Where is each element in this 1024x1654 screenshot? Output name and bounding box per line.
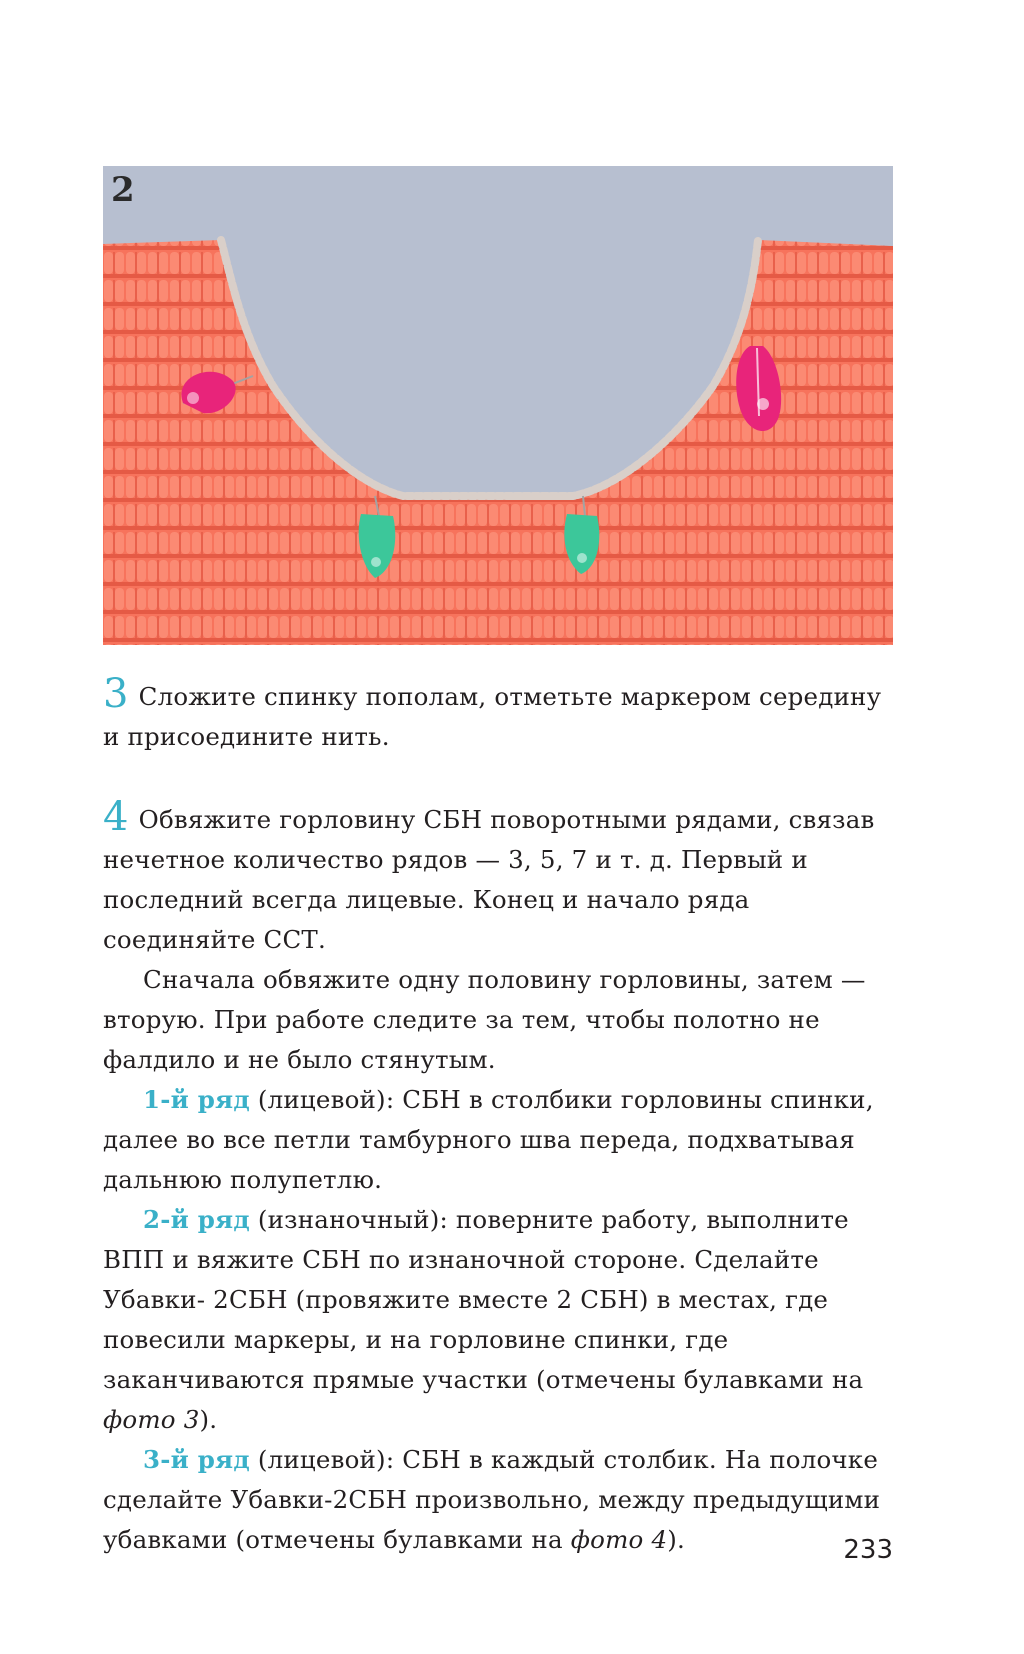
row-text: (изнаночный): поверните работу, выполните ВПП и вяжите СБН по изнаночной стороне. Сделайте Убавки- 2СБН (провяжите вместе 2 СБН) в местах, где повесили маркеры, и на горловине спинки, где заканчиваются прямые участки (отмечены булавками на xyxy=(103,1205,864,1394)
step-number: 3 xyxy=(103,671,129,717)
photo-reference: фото 3 xyxy=(103,1405,200,1434)
step-text: Сложите спинку пополам, отметьте маркером середину и присоедините нить. xyxy=(103,682,882,751)
page-number: 233 xyxy=(843,1535,893,1565)
step-3 xyxy=(103,672,893,757)
photo-reference: фото 4 xyxy=(570,1525,668,1554)
instructions-text xyxy=(103,672,893,1560)
row-text-tail: ). xyxy=(199,1405,218,1434)
row-text: (лицевой): СБН в каждый столбик. На полочке сделайте Убавки-2СБН произвольно, между предыдущими убавками (отмечены булавками на xyxy=(103,1445,881,1554)
row-1-paragraph xyxy=(103,1080,893,1200)
row-label: 2-й ряд xyxy=(143,1205,250,1234)
step-number: 4 xyxy=(103,794,129,840)
row-label: 1-й ряд xyxy=(143,1085,250,1114)
row-label: 3-й ряд xyxy=(143,1445,250,1474)
crochet-photo-illustration xyxy=(103,166,893,645)
photo-number: 2 xyxy=(111,170,135,210)
row-2-paragraph xyxy=(103,1200,893,1440)
step-text: Обвяжите горловину СБН поворотными рядами, связав нечетное количество рядов — 3, 5, 7 и т. д. Первый и последний всегда лицевые. Конец и начало ряда соединяйте ССТ. xyxy=(103,805,875,954)
row-text-tail: ). xyxy=(667,1525,685,1554)
step-4 xyxy=(103,795,893,960)
row-text: (лицевой): СБН в столбики горловины спинки, далее во все петли тамбурного шва переда, подхватывая дальнюю полупетлю. xyxy=(103,1085,874,1194)
row-3-paragraph xyxy=(103,1440,893,1560)
crochet-photo xyxy=(103,166,893,645)
intro-paragraph: Сначала обвяжите одну половину горловины, затем — вторую. При работе следите за тем, чтобы полотно не фалдило и не было стянутым. xyxy=(103,965,866,1074)
